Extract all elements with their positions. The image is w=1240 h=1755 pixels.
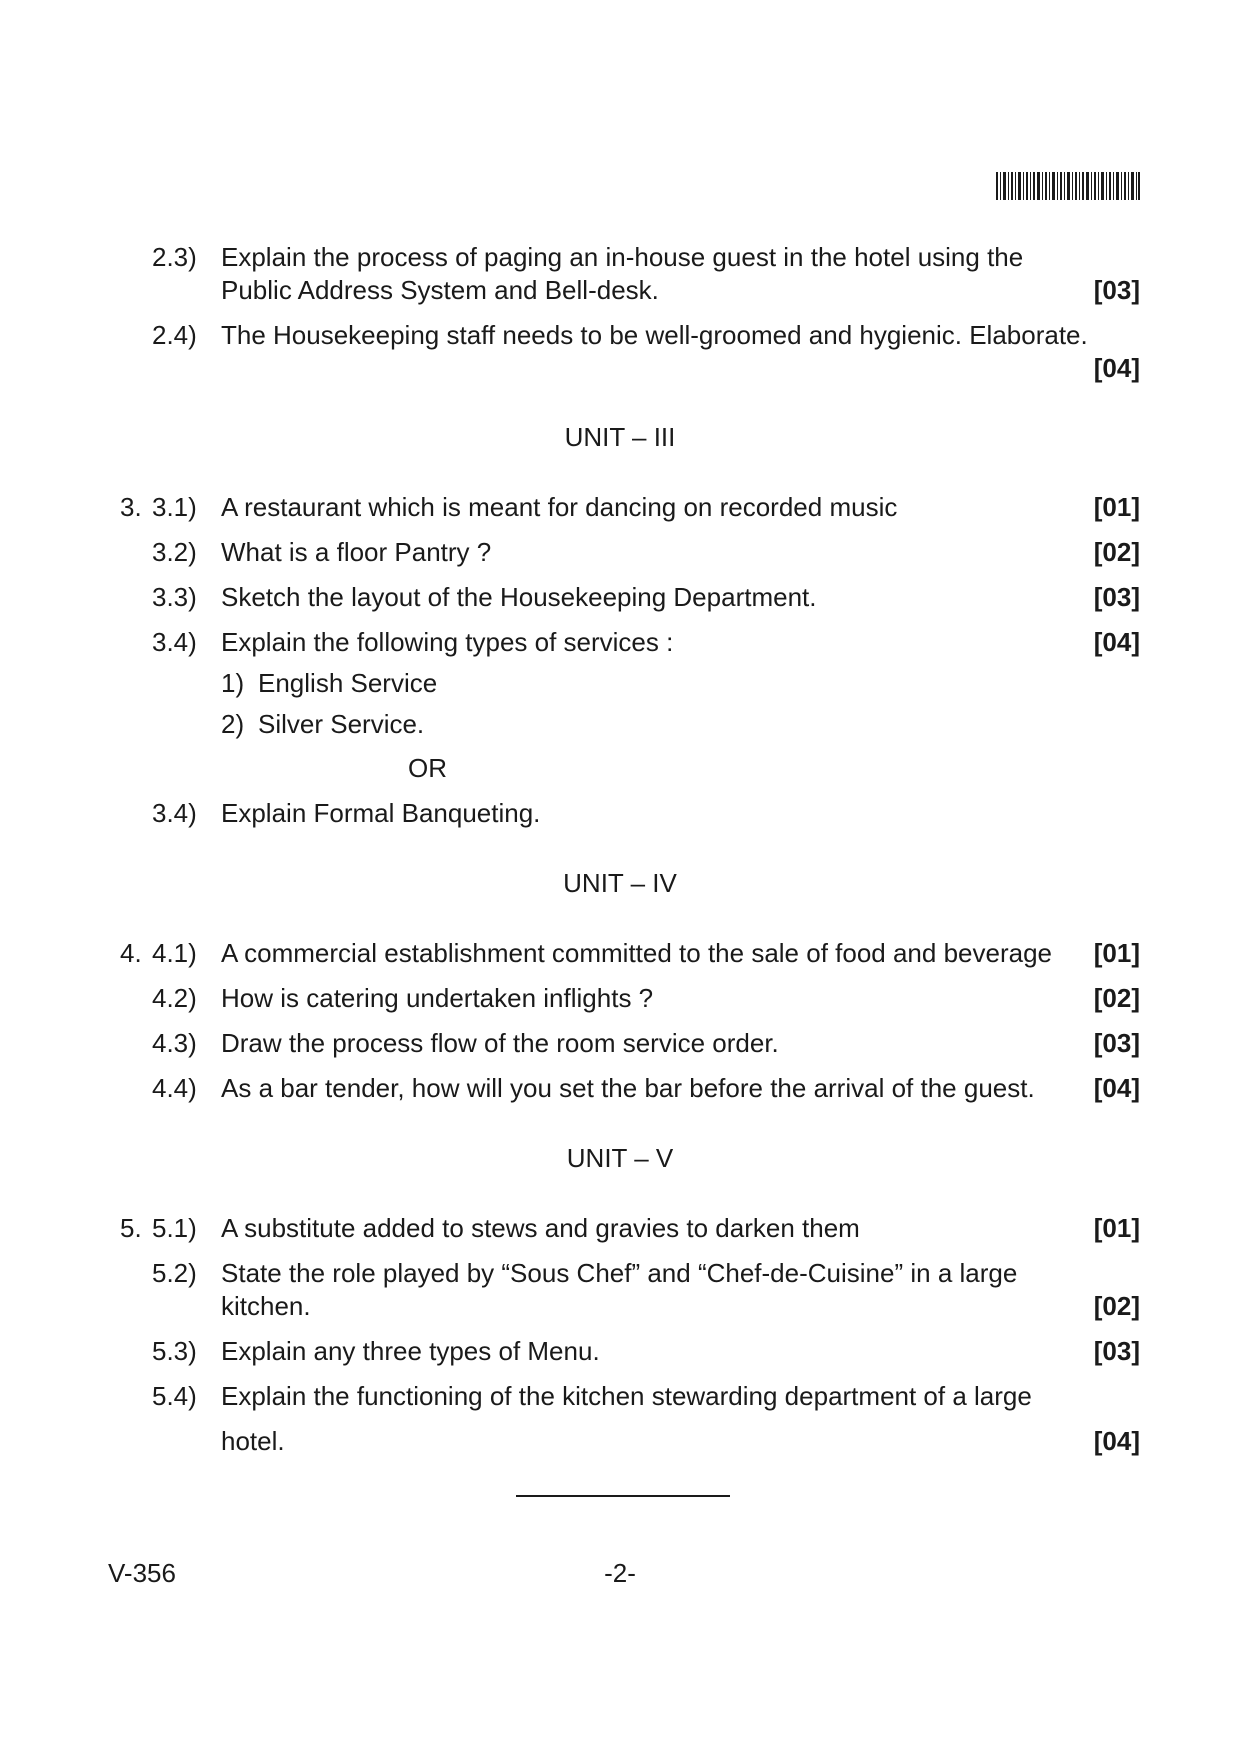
sub-number: 4.1) — [152, 938, 197, 968]
question-text: How is catering undertaken inflights ? — [221, 983, 654, 1013]
sub-number: 4.4) — [152, 1073, 197, 1103]
unit-4-heading: UNIT – IV — [563, 868, 677, 898]
barcode-icon — [996, 172, 1140, 200]
item-number: 2) — [221, 709, 245, 739]
question-text: Public Address System and Bell-desk. — [221, 275, 659, 305]
sub-number: 3.4) — [152, 627, 197, 657]
marks-label: [03] — [1093, 582, 1140, 612]
marks-label: [01] — [1093, 492, 1140, 522]
marks-label: [04] — [1093, 627, 1140, 657]
sub-number: 3.2) — [152, 537, 197, 567]
marks-label: [02] — [1093, 1291, 1140, 1321]
item-number: 1) — [221, 668, 245, 698]
page-number: -2- — [604, 1558, 636, 1588]
question-text: Explain Formal Banqueting. — [221, 798, 541, 828]
sub-number: 5.1) — [152, 1213, 197, 1243]
question-text: Explain any three types of Menu. — [221, 1336, 600, 1366]
question-text: A commercial establishment committed to the sale of food and beverage — [221, 938, 1052, 968]
sub-number: 3.4) — [152, 798, 197, 828]
question-text: hotel. — [221, 1426, 285, 1456]
marks-label: [01] — [1093, 938, 1140, 968]
question-text: Explain the process of paging an in-house guest in the hotel using the — [221, 242, 1024, 272]
question-text: What is a floor Pantry ? — [221, 537, 492, 567]
question-text: A substitute added to stews and gravies to darken them — [221, 1213, 860, 1243]
marks-label: [02] — [1093, 983, 1140, 1013]
question-text: Explain the functioning of the kitchen stewarding department of a large — [221, 1381, 1032, 1411]
question-text: kitchen. — [221, 1291, 311, 1321]
unit-3-heading: UNIT – III — [564, 422, 676, 452]
question-number: 5. — [120, 1213, 142, 1243]
question-number: 4. — [120, 938, 142, 968]
sub-number: 3.1) — [152, 492, 197, 522]
question-text: Draw the process flow of the room service order. — [221, 1028, 779, 1058]
question-text: State the role played by “Sous Chef” and “Chef-de-Cuisine” in a large — [221, 1258, 1018, 1288]
paper-code: V-356 — [108, 1558, 176, 1588]
end-rule — [516, 1495, 730, 1497]
marks-label: [03] — [1093, 1028, 1140, 1058]
question-number: 3. — [120, 492, 142, 522]
sub-number: 4.2) — [152, 983, 197, 1013]
item-text: Silver Service. — [258, 709, 425, 739]
sub-number: 3.3) — [152, 582, 197, 612]
sub-number: 5.3) — [152, 1336, 197, 1366]
question-text: Explain the following types of services : — [221, 627, 674, 657]
sub-number: 2.3) — [152, 242, 197, 272]
question-text: A restaurant which is meant for dancing on recorded music — [221, 492, 898, 522]
marks-label: [04] — [1093, 1426, 1140, 1456]
question-text: Sketch the layout of the Housekeeping Department. — [221, 582, 817, 612]
marks-label: [03] — [1093, 1336, 1140, 1366]
sub-number: 2.4) — [152, 320, 197, 350]
marks-label: [04] — [1093, 353, 1140, 383]
marks-label: [04] — [1093, 1073, 1140, 1103]
sub-number: 4.3) — [152, 1028, 197, 1058]
sub-number: 5.2) — [152, 1258, 197, 1288]
marks-label: [01] — [1093, 1213, 1140, 1243]
item-text: English Service — [258, 668, 438, 698]
marks-label: [02] — [1093, 537, 1140, 567]
marks-label: [03] — [1093, 275, 1140, 305]
unit-5-heading: UNIT – V — [566, 1143, 674, 1173]
or-separator: OR — [408, 753, 447, 783]
sub-number: 5.4) — [152, 1381, 197, 1411]
question-text: The Housekeeping staff needs to be well-groomed and hygienic. Elaborate. — [221, 320, 1088, 350]
question-text: As a bar tender, how will you set the bar before the arrival of the guest. — [221, 1073, 1035, 1103]
